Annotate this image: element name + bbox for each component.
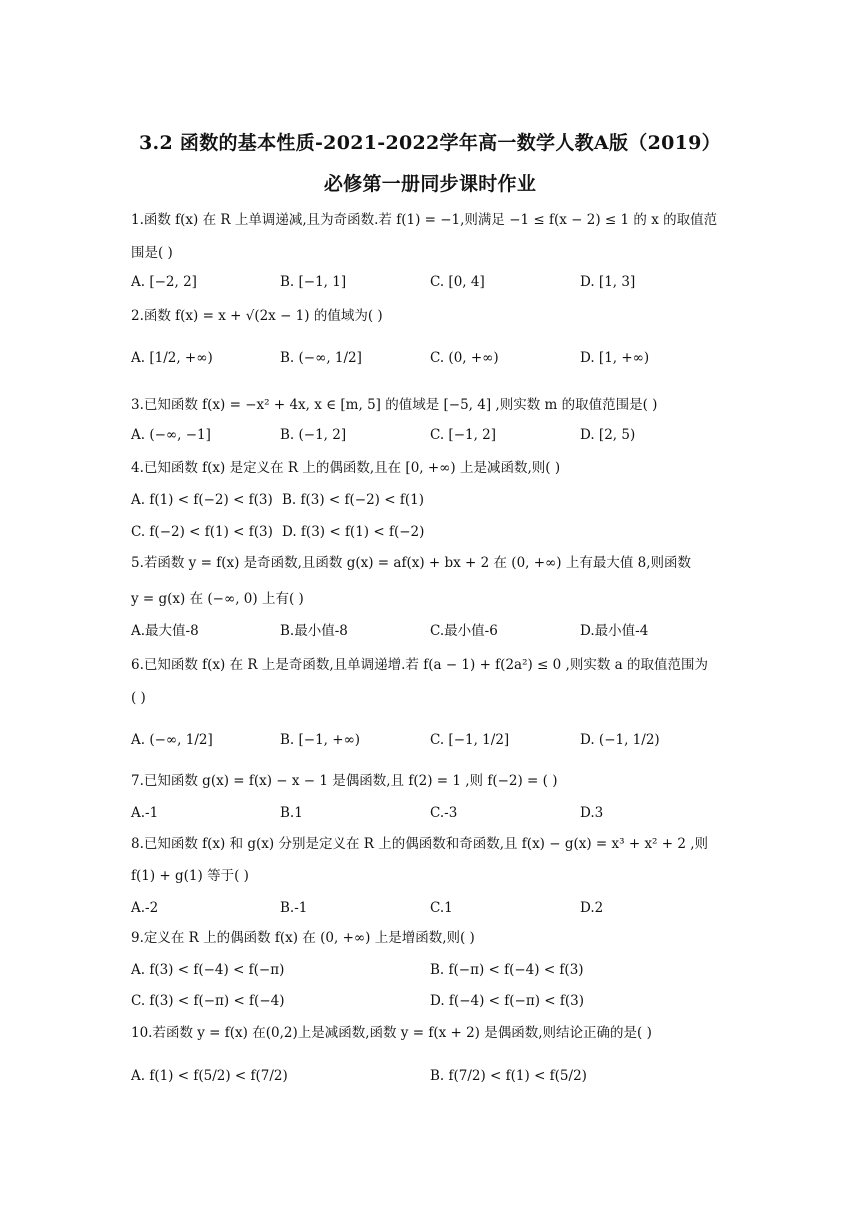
q1-stem-line-2: 围是( ) <box>131 245 173 261</box>
q9-option-c: C. f(3) < f(−π) < f(−4) <box>131 993 285 1009</box>
q6-option-c: C. [−1, 1/2] <box>430 732 510 748</box>
q9-stem: 9.定义在 R 上的偶函数 f(x) 在 (0, +∞) 上是增函数,则( ) <box>131 930 475 946</box>
title-line-1: 3.2 函数的基本性质-2021-2022学年高一数学人教A版（2019） <box>139 132 721 154</box>
q2-option-b: B. (−∞, 1/2] <box>280 350 362 366</box>
q9-option-a: A. f(3) < f(−4) < f(−π) <box>131 962 285 978</box>
q3-option-a: A. (−∞, −1] <box>131 427 211 443</box>
q8-option-c: C.1 <box>430 900 453 916</box>
q6-stem-line-1: 6.已知函数 f(x) 在 R 上是奇函数,且单调递增.若 f(a − 1) + f(2a²) ≤ 0 ,则实数 a 的取值范围为 <box>131 657 708 673</box>
q2-stem: 2.函数 f(x) = x + √(2x − 1) 的值域为( ) <box>131 308 383 324</box>
q4-option-c: C. f(−2) < f(1) < f(3) <box>131 524 273 540</box>
q9-option-b: B. f(−π) < f(−4) < f(3) <box>430 962 584 978</box>
q4-stem: 4.已知函数 f(x) 是定义在 R 上的偶函数,且在 [0, +∞) 上是减函数,则( ) <box>131 460 561 476</box>
q10-stem: 10.若函数 y = f(x) 在(0,2)上是减函数,函数 y = f(x + 2) 是偶函数,则结论正确的是( ) <box>131 1025 652 1041</box>
q3-stem: 3.已知函数 f(x) = −x² + 4x, x ∈ [m, 5] 的值域是 [−5, 4] ,则实数 m 的取值范围是( ) <box>131 397 658 413</box>
q10-option-a: A. f(1) < f(5/2) < f(7/2) <box>131 1068 288 1084</box>
q5-option-a: A.最大值-8 <box>131 623 199 639</box>
q7-option-c: C.-3 <box>430 805 458 821</box>
q5-option-c: C.最小值-6 <box>430 623 498 639</box>
q4-option-b: B. f(3) < f(−2) < f(1) <box>282 492 424 508</box>
q8-option-a: A.-2 <box>131 900 159 916</box>
q3-option-b: B. (−1, 2] <box>280 427 347 443</box>
q4-option-d: D. f(3) < f(1) < f(−2) <box>282 524 425 540</box>
q5-stem-line-1: 5.若函数 y = f(x) 是奇函数,且函数 g(x) = af(x) + bx + 2 在 (0, +∞) 上有最大值 8,则函数 <box>131 555 692 571</box>
q1-option-a: A. [−2, 2] <box>131 274 197 290</box>
q1-stem-line-1: 1.函数 f(x) 在 R 上单调递减,且为奇函数.若 f(1) = −1,则满足 −1 ≤ f(x − 2) ≤ 1 的 x 的取值范 <box>131 212 718 228</box>
q6-option-d: D. (−1, 1/2) <box>580 732 660 748</box>
q8-stem-line-2: f(1) + g(1) 等于( ) <box>131 868 249 884</box>
q8-option-b: B.-1 <box>280 900 308 916</box>
q5-option-b: B.最小值-8 <box>280 623 348 639</box>
q6-option-b: B. [−1, +∞) <box>280 732 361 748</box>
q1-option-d: D. [1, 3] <box>580 274 636 290</box>
q6-option-a: A. (−∞, 1/2] <box>131 732 213 748</box>
q5-stem-line-2: y = g(x) 在 (−∞, 0) 上有( ) <box>131 591 304 607</box>
q2-option-d: D. [1, +∞) <box>580 350 650 366</box>
q1-option-b: B. [−1, 1] <box>280 274 347 290</box>
q7-option-d: D.3 <box>580 805 604 821</box>
q3-option-c: C. [−1, 2] <box>430 427 497 443</box>
q2-option-a: A. [1/2, +∞) <box>131 350 213 366</box>
q7-option-a: A.-1 <box>131 805 159 821</box>
q8-stem-line-1: 8.已知函数 f(x) 和 g(x) 分别是定义在 R 上的偶函数和奇函数,且 f(x) − g(x) = x³ + x² + 2 ,则 <box>131 836 709 852</box>
q2-option-c: C. (0, +∞) <box>430 350 499 366</box>
q8-option-d: D.2 <box>580 900 604 916</box>
title-line-2: 必修第一册同步课时作业 <box>323 173 537 195</box>
q9-option-d: D. f(−4) < f(−π) < f(3) <box>430 993 584 1009</box>
q10-option-b: B. f(7/2) < f(1) < f(5/2) <box>430 1068 587 1084</box>
q5-option-d: D.最小值-4 <box>580 623 649 639</box>
q7-option-b: B.1 <box>280 805 303 821</box>
q7-stem: 7.已知函数 g(x) = f(x) − x − 1 是偶函数,且 f(2) = 1 ,则 f(−2) = ( ) <box>131 773 558 789</box>
q3-option-d: D. [2, 5) <box>580 427 636 443</box>
q6-stem-line-2: ( ) <box>131 690 146 706</box>
q4-option-a: A. f(1) < f(−2) < f(3) <box>131 492 273 508</box>
q1-option-c: C. [0, 4] <box>430 274 485 290</box>
